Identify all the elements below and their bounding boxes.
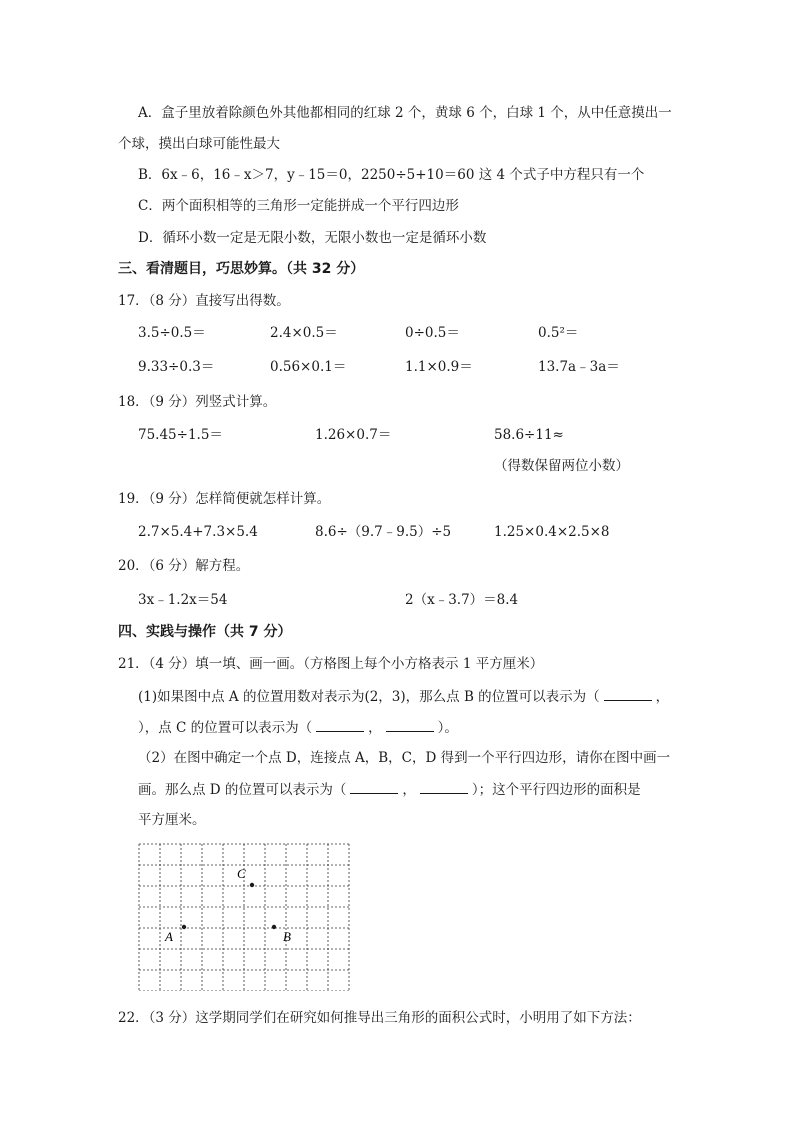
q19-item: 2.7×5.4+7.3×5.4 xyxy=(138,524,258,540)
q19-item: 8.6÷（9.7﹣9.5）÷5 xyxy=(315,524,452,540)
label-a: A xyxy=(165,929,173,944)
q18-note: （得数保留两位小数） xyxy=(494,458,629,474)
answer-blank[interactable] xyxy=(420,780,468,794)
q19-item: 1.25×0.4×2.5×8 xyxy=(494,524,610,540)
section-3-heading: 三、看清题目，巧思妙算。（共 32 分） xyxy=(118,261,365,277)
label-c: C xyxy=(237,866,246,881)
q17-title: 17．（8 分）直接写出得数。 xyxy=(118,293,290,309)
point-b xyxy=(272,925,276,929)
q21-text: ）。 xyxy=(437,720,458,736)
option-a-line2: 个球，摸出白球可能性最大 xyxy=(118,136,280,152)
q21-part1-line1 xyxy=(138,687,669,706)
q20-item: 2（x﹣3.7）＝8.4 xyxy=(405,592,519,608)
q18-item: 58.6÷11≈ xyxy=(494,427,564,443)
point-c xyxy=(250,883,254,887)
q17-item: 0÷0.5＝ xyxy=(405,325,460,341)
answer-blank[interactable] xyxy=(316,718,364,732)
option-a-line1: A．盒子里放着除颜色外其他都相同的红球 2 个，黄球 6 个，白球 1 个，从中任意摸出一 xyxy=(138,105,672,121)
label-b: B xyxy=(283,929,291,944)
option-d: D．循环小数一定是无限小数，无限小数也一定是循环小数 xyxy=(138,230,487,246)
q21-part2-line3: 平方厘米。 xyxy=(138,812,206,828)
q21-text: ， xyxy=(368,720,382,736)
q18-item: 75.45÷1.5＝ xyxy=(138,427,223,443)
q21-title: 21．（4 分）填一填、画一画。（方格图上每个小方格表示 1 平方厘米） xyxy=(118,656,544,672)
q21-part1-line2 xyxy=(138,718,458,737)
q20-item: 3x﹣1.2x＝54 xyxy=(138,592,228,608)
q17-item: 13.7a﹣3a＝ xyxy=(538,359,620,375)
q17-item: 3.5÷0.5＝ xyxy=(138,325,206,341)
q17-item: 9.33÷0.3＝ xyxy=(138,359,215,375)
answer-blank[interactable] xyxy=(604,687,652,701)
q21-text: ， xyxy=(655,689,670,705)
q21-part2-line1: （2）在图中确定一个点 D，连接点 A，B，C，D 得到一个平行四边形，请你在图中画一 xyxy=(138,750,671,766)
q21-text: ， xyxy=(402,782,416,798)
q18-title: 18．（9 分）列竖式计算。 xyxy=(118,394,277,410)
q19-title: 19．（9 分）怎样简便就怎样计算。 xyxy=(118,491,331,507)
q21-text: 画。那么点 D 的位置可以表示为（ xyxy=(138,782,347,798)
answer-blank[interactable] xyxy=(350,780,398,794)
q22-title: 22．（3 分）这学期同学们在研究如何推导出三角形的面积公式时，小明用了如下方法： xyxy=(118,1010,641,1026)
q18-item: 1.26×0.7＝ xyxy=(315,427,392,443)
point-a xyxy=(182,925,186,929)
q17-item: 0.56×0.1＝ xyxy=(270,359,347,375)
answer-blank[interactable] xyxy=(386,718,434,732)
grid-figure xyxy=(138,843,368,991)
section-4-heading: 四、实践与操作（共 7 分） xyxy=(118,624,292,640)
q17-item: 0.5²＝ xyxy=(538,325,579,341)
q17-item: 1.1×0.9＝ xyxy=(405,359,473,375)
option-c: C．两个面积相等的三角形一定能拼成一个平行四边形 xyxy=(138,198,459,214)
q21-text: ），点 C 的位置可以表示为（ xyxy=(138,720,313,736)
q21-text: (1)如果图中点 A 的位置用数对表示为(2，3)，那么点 B 的位置可以表示为（ xyxy=(138,689,600,705)
q21-text: ）；这个平行四边形的面积是 xyxy=(471,782,641,798)
q20-title: 20．（6 分）解方程。 xyxy=(118,558,250,574)
q21-part2-line2 xyxy=(138,780,641,799)
q17-item: 2.4×0.5＝ xyxy=(270,325,338,341)
option-b: B．6x﹣6，16﹣x＞7，y﹣15＝0，2250÷5+10＝60 这 4 个式子中方程只有一个 xyxy=(138,167,645,183)
